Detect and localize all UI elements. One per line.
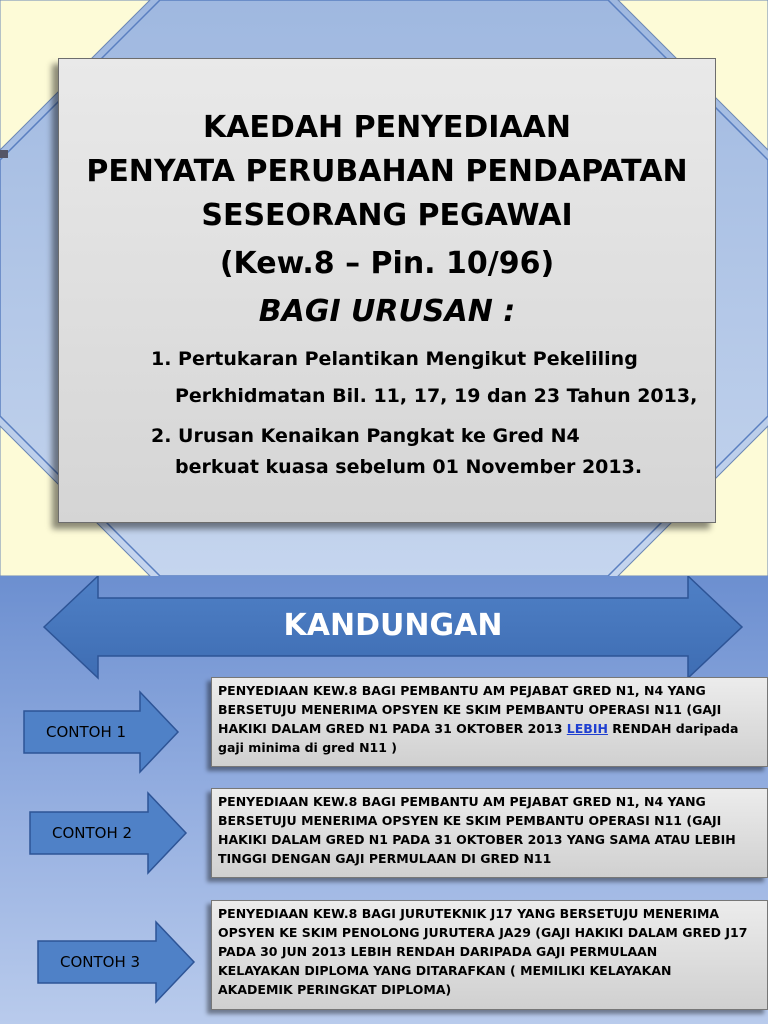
contoh-2-line-2: BERSETUJU MENERIMA OPSYEN KE SKIM PEMBANTU OPERASI N11 (GAJI (218, 813, 722, 828)
title-line-5: BAGI URUSAN : (258, 294, 516, 329)
contoh-3-line-1: PENYEDIAAN KEW.8 BAGI JURUTEKNIK J17 YANG BERSETUJU MENERIMA (218, 906, 720, 921)
item-2-line-1: 2. Urusan Kenaikan Pangkat ke Gred N4 (151, 425, 580, 447)
contoh-1-line-1: PENYEDIAAN KEW.8 BAGI PEMBANTU AM PEJABAT GRED N1, N4 YANG (218, 683, 706, 698)
contoh-2-description (211, 788, 768, 878)
contoh-1-line-3 (218, 719, 761, 738)
item-1-line-2: Perkhidmatan Bil. 11, 17, 19 dan 23 Tahun 2013, (175, 385, 698, 407)
contoh-3-line-3: PADA 30 JUN 2013 LEBIH RENDAH DARIPADA GAJI PERMULAAN (218, 944, 658, 959)
contoh-3-line-5: AKADEMIK PERINGKAT DIPLOMA) (218, 982, 452, 997)
title-line-1: KAEDAH PENYEDIAAN (202, 110, 572, 145)
title-line-4: (Kew.8 – Pin. 10/96) (219, 246, 555, 281)
lebih-link[interactable]: LEBIH (566, 721, 608, 736)
contoh-1-line-4: gaji minima di gred N11 ) (218, 740, 398, 755)
contoh-3-line-4: KELAYAKAN DIPLOMA YANG DITARAFKAN ( MEMILIKI KELAYAKAN (218, 963, 672, 978)
contoh-1-description (211, 677, 768, 767)
title-box (58, 58, 716, 523)
item-1-line-1: 1. Pertukaran Pelantikan Mengikut Pekeliling (151, 348, 638, 370)
item-2-line-2: berkuat kuasa sebelum 01 November 2013. (175, 456, 643, 478)
title-line-3: SESEORANG PEGAWAI (201, 198, 573, 233)
contoh-2-line-4: TINGGI DENGAN GAJI PERMULAAN DI GRED N11 (218, 851, 552, 866)
title-line-2: PENYATA PERUBAHAN PENDAPATAN (86, 154, 688, 189)
contoh-1-line-3-after: RENDAH daripada (607, 721, 739, 736)
contents-slide (0, 576, 768, 1024)
contoh-1-label[interactable]: CONTOH 1 (46, 723, 127, 741)
contoh-3-description (211, 900, 768, 1010)
contoh-1-line-2: BERSETUJU MENERIMA OPSYEN KE SKIM PEMBANTU OPERASI N11 (GAJI (218, 702, 722, 717)
contoh-3-line-2: OPSYEN KE SKIM PENOLONG JURUTERA JA29 (GAJI HAKIKI DALAM GRED J17 (218, 925, 748, 940)
contoh-1-line-3-text: HAKIKI DALAM GRED N1 PADA 31 OKTOBER 2013 (218, 721, 567, 736)
contoh-2-line-1: PENYEDIAAN KEW.8 BAGI PEMBANTU AM PEJABAT GRED N1, N4 YANG (218, 794, 706, 809)
contoh-2-line-3: HAKIKI DALAM GRED N1 PADA 31 OKTOBER 2013 YANG SAMA ATAU LEBIH (218, 832, 736, 847)
kandungan-heading: KANDUNGAN (283, 608, 503, 643)
contoh-2-label[interactable]: CONTOH 2 (52, 824, 133, 842)
contoh-3-label[interactable]: CONTOH 3 (60, 953, 141, 971)
